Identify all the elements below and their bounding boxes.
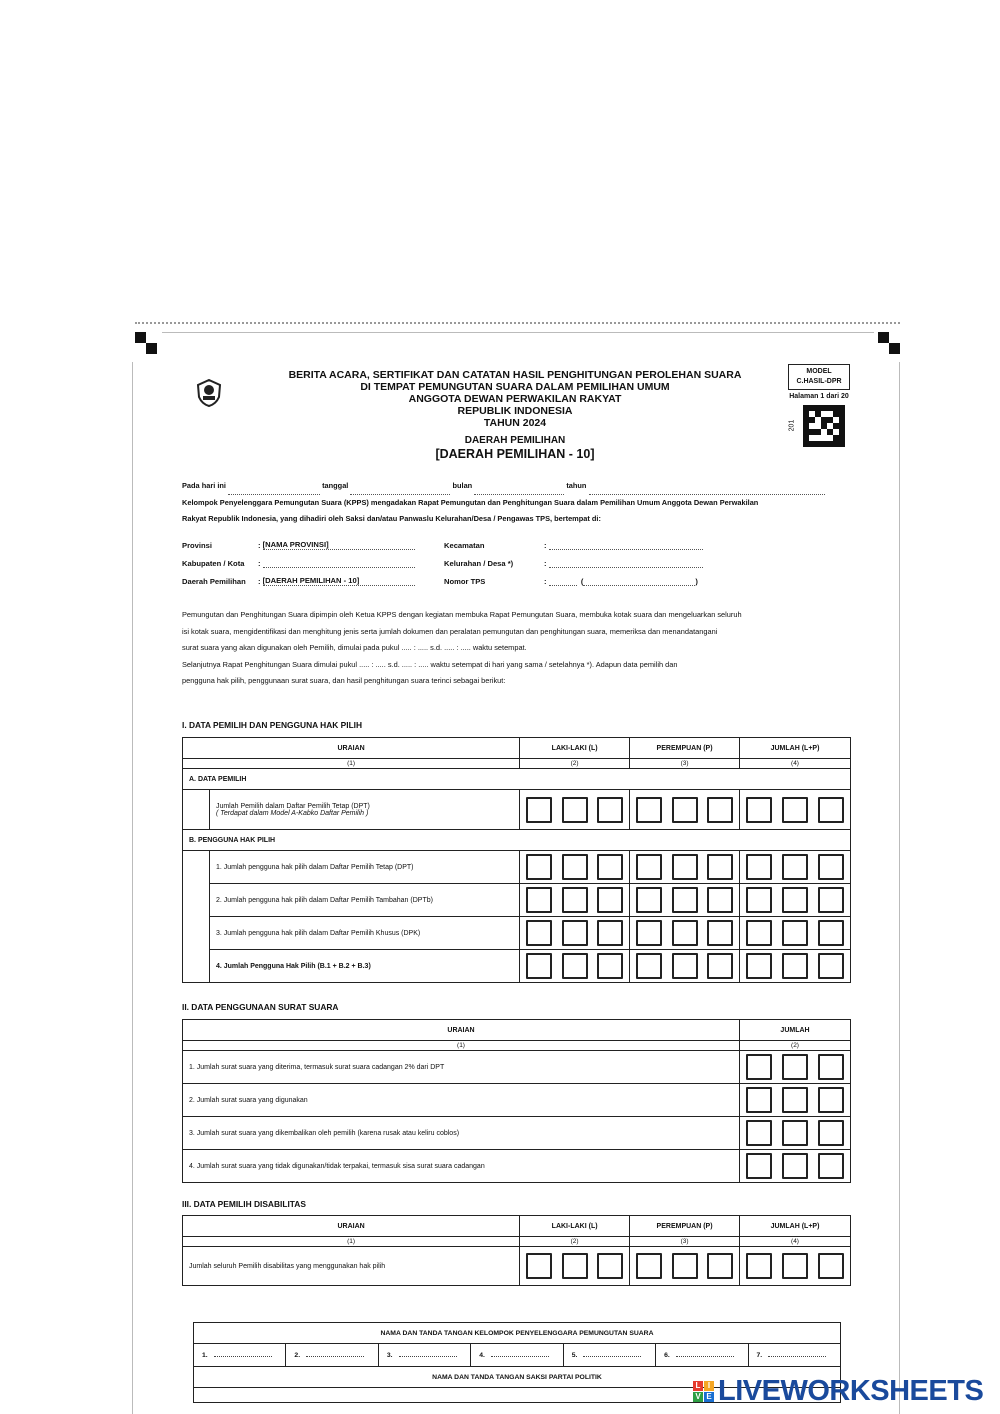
digit-box[interactable] [818, 1153, 844, 1179]
sheet-left-edge [132, 362, 133, 1414]
intro-line-2: Kelompok Penyelenggara Pemungutan Suara (KPPS) mengadakan Rapat Pemungutan dan Penghitungan Suara dalam Pemilihan Umum Anggota Dewan Perwakilan [182, 498, 759, 507]
digit-box[interactable] [746, 797, 772, 823]
dapil-heading: DAERAH PEMILIHAN [DAERAH PEMILIHAN - 10] [435, 435, 595, 461]
digit-box[interactable] [707, 920, 733, 946]
section-2-table [182, 1019, 851, 1183]
digit-box[interactable] [746, 1120, 772, 1146]
daerah-pemilihan-field[interactable]: Daerah Pemilihan : [DAERAH PEMILIHAN - 10] [182, 576, 415, 586]
kabupaten-field[interactable]: Kabupaten / Kota : [182, 558, 415, 568]
kpps-signature-slot[interactable]: 1. [194, 1344, 286, 1367]
digit-box[interactable] [782, 953, 808, 979]
nomor-tps-field[interactable]: Nomor TPS : ( ) [444, 577, 698, 586]
liveworksheets-logo-icon: L I V E [693, 1381, 714, 1402]
col-number: (3) [630, 1237, 740, 1247]
col-number: (3) [630, 759, 740, 769]
kpps-signature-slot[interactable]: 5. [563, 1344, 655, 1367]
digit-box[interactable] [636, 953, 662, 979]
digit-box[interactable] [636, 1253, 662, 1279]
row-label: 3. Jumlah surat suara yang dikembalikan oleh pemilih (karena rusak atau keliru coblos) [183, 1117, 740, 1150]
registration-mark-right [878, 332, 900, 354]
digit-box[interactable] [672, 797, 698, 823]
digit-box[interactable] [672, 854, 698, 880]
digit-box[interactable] [562, 797, 588, 823]
date-line: Pada hari ini tanggal bulan tahun [182, 478, 854, 495]
digit-box[interactable] [818, 953, 844, 979]
registration-mark-left [135, 332, 157, 354]
qr-code-icon [803, 405, 845, 447]
saksi-signature-title: NAMA DAN TANDA TANGAN SAKSI PARTAI POLITIK [194, 1367, 841, 1388]
digit-box[interactable] [818, 1253, 844, 1279]
kpps-signature-title: NAMA DAN TANDA TANGAN KELOMPOK PENYELENGGARA PEMUNGUTAN SUARA [194, 1323, 841, 1344]
kpps-signature-slot[interactable]: 4. [471, 1344, 563, 1367]
digit-box[interactable] [746, 1054, 772, 1080]
digit-box[interactable] [526, 953, 552, 979]
document-title: BERITA ACARA, SERTIFIKAT DAN CATATAN HASIL PENGHITUNGAN PEROLEHAN SUARA DI TEMPAT PEMUNGUTAN SUARA DALAM PEMILIHAN UMUM ANGGOTA DEWAN PERWAKILAN RAKYAT REPUBLIK INDONESIA TAHUN 2024 [288, 369, 742, 429]
digit-box[interactable] [526, 887, 552, 913]
row-label: 1. Jumlah surat suara yang diterima, termasuk surat suara cadangan 2% dari DPT [183, 1051, 740, 1084]
col-number: (2) [740, 1041, 851, 1051]
kpps-signature-slot[interactable]: 7. [748, 1344, 840, 1367]
digit-box[interactable] [782, 1153, 808, 1179]
digit-box[interactable] [707, 887, 733, 913]
kpu-emblem-icon [196, 379, 222, 407]
kecamatan-field[interactable]: Kecamatan : [444, 540, 703, 550]
digit-box[interactable] [562, 1253, 588, 1279]
digit-box[interactable] [707, 854, 733, 880]
table-row [183, 917, 851, 950]
table-row [183, 884, 851, 917]
digit-box[interactable] [782, 1054, 808, 1080]
digit-box[interactable] [707, 797, 733, 823]
col-number: (1) [183, 1041, 740, 1051]
liveworksheets-watermark [693, 1376, 983, 1406]
row-label: 4. Jumlah Pengguna Hak Pilih (B.1 + B.2 + B.3) [209, 950, 519, 983]
col-number: (2) [520, 1237, 630, 1247]
digit-box[interactable] [597, 953, 623, 979]
qr-side-text: 201 [788, 419, 796, 432]
sheet-top-edge [162, 332, 874, 333]
digit-box[interactable] [746, 887, 772, 913]
digit-box[interactable] [526, 797, 552, 823]
model-badge: MODEL C.HASIL-DPR [788, 364, 850, 390]
row-label: 2. Jumlah pengguna hak pilih dalam Daftar Pemilih Tambahan (DPTb) [209, 884, 519, 917]
digit-box[interactable] [818, 887, 844, 913]
header-laki: LAKI-LAKI (L) [520, 1216, 630, 1237]
col-number: (2) [520, 759, 630, 769]
table-row [183, 1150, 851, 1183]
digit-box[interactable] [597, 887, 623, 913]
digit-box[interactable] [707, 1253, 733, 1279]
digit-box[interactable] [672, 953, 698, 979]
procedure-paragraph: Pemungutan dan Penghitungan Suara dipimpin oleh Ketua KPPS dengan kegiatan membuka Rapat Pemungutan Suara, membuka kotak suara dan mengeluarkan seluruh isi kotak suara, mengidentifikasi dan menghitung jenis serta jumlah dokumen dan peralatan pemungutan dan penghitungan suara, memeriksa dan menandatangani surat suara yang akan digunakan oleh Pemilih, dimulai pada pukul ..... : ..... s.d. ..... : ..... waktu setempat. Selanjutnya Rapat Penghitungan Suara dimulai pukul ..... : ..... s.d. ..... : ..... waktu setempat di hari yang sama / setelahnya *). Adapun data pemilih dan pengguna hak pilih, penggunaan surat suara, dan hasil penghitungan suara terinci sebagai berikut: [182, 610, 742, 685]
col-number: (4) [740, 1237, 851, 1247]
digit-box[interactable] [746, 920, 772, 946]
header-jumlah: JUMLAH (L+P) [740, 738, 851, 759]
table-row [183, 1247, 851, 1286]
digit-box[interactable] [818, 1054, 844, 1080]
digit-box[interactable] [818, 797, 844, 823]
digit-box[interactable] [597, 854, 623, 880]
digit-box[interactable] [562, 854, 588, 880]
digit-box[interactable] [636, 887, 662, 913]
table-row [183, 851, 851, 884]
header-perempuan: PEREMPUAN (P) [630, 1216, 740, 1237]
digit-box[interactable] [597, 920, 623, 946]
row-label: 3. Jumlah pengguna hak pilih dalam Daftar Pemilih Khusus (DPK) [209, 917, 519, 950]
digit-box[interactable] [782, 854, 808, 880]
header-uraian: URAIAN [183, 1216, 520, 1237]
digit-box[interactable] [782, 1120, 808, 1146]
section-1-table [182, 737, 851, 983]
col-number: (1) [183, 1237, 520, 1247]
provinsi-field[interactable]: Provinsi : [NAMA PROVINSI] [182, 540, 415, 550]
digit-box[interactable] [746, 953, 772, 979]
col-number: (1) [183, 759, 520, 769]
digit-box[interactable] [818, 1087, 844, 1113]
intro-line-3: Rakyat Republik Indonesia, yang dihadiri oleh Saksi dan/atau Panwaslu Kelurahan/Desa / Pengawas TPS, bertempat di: [182, 514, 601, 523]
digit-box[interactable] [818, 854, 844, 880]
header-uraian: URAIAN [183, 1020, 740, 1041]
digit-box[interactable] [672, 887, 698, 913]
digit-box[interactable] [636, 854, 662, 880]
section-a-title: A. DATA PEMILIH [183, 769, 851, 790]
kpps-signature-slot[interactable]: 2. [286, 1344, 378, 1367]
digit-box[interactable] [818, 1120, 844, 1146]
section-3-table [182, 1215, 851, 1286]
digit-box[interactable] [597, 797, 623, 823]
header-jumlah: JUMLAH [740, 1020, 851, 1041]
kpps-signature-slot[interactable]: 6. [656, 1344, 748, 1367]
digit-box[interactable] [782, 797, 808, 823]
header-perempuan: PEREMPUAN (P) [630, 738, 740, 759]
liveworksheets-text: LIVEWORKSHEETS [718, 1374, 984, 1407]
col-number: (4) [740, 759, 851, 769]
header-jumlah: JUMLAH (L+P) [740, 1216, 851, 1237]
section-1-title: I. DATA PEMILIH DAN PENGGUNA HAK PILIH [182, 720, 363, 730]
section-2-title: II. DATA PENGGUNAAN SURAT SUARA [182, 1002, 339, 1012]
sheet-right-edge [899, 362, 900, 1414]
table-row [183, 790, 851, 830]
digit-box[interactable] [782, 1087, 808, 1113]
digit-box[interactable] [672, 1253, 698, 1279]
digit-box[interactable] [818, 920, 844, 946]
digit-box[interactable] [672, 920, 698, 946]
digit-box[interactable] [782, 1253, 808, 1279]
section-b-title: B. PENGGUNA HAK PILIH [183, 830, 851, 851]
digit-box[interactable] [562, 920, 588, 946]
digit-box[interactable] [782, 920, 808, 946]
header-uraian: URAIAN [183, 738, 520, 759]
digit-box[interactable] [526, 1253, 552, 1279]
row-label: Jumlah seluruh Pemilih disabilitas yang menggunakan hak pilih [183, 1247, 520, 1286]
digit-box[interactable] [782, 887, 808, 913]
digit-box[interactable] [707, 953, 733, 979]
kelurahan-field[interactable]: Kelurahan / Desa *) : [444, 558, 703, 568]
digit-box[interactable] [526, 854, 552, 880]
row-label: 4. Jumlah surat suara yang tidak digunakan/tidak terpakai, termasuk sisa surat suara cadangan [183, 1150, 740, 1183]
digit-box[interactable] [597, 1253, 623, 1279]
digit-box[interactable] [746, 1153, 772, 1179]
cut-line [135, 322, 900, 324]
table-row [183, 1051, 851, 1084]
row-label: Jumlah Pemilih dalam Daftar Pemilih Tetap (DPT) ( Terdapat dalam Model A-Kabko Daftar Pemilih ) [209, 790, 519, 830]
digit-box[interactable] [526, 920, 552, 946]
digit-box[interactable] [636, 797, 662, 823]
table-row [183, 1117, 851, 1150]
digit-box[interactable] [562, 953, 588, 979]
digit-box[interactable] [746, 854, 772, 880]
row-label: 2. Jumlah surat suara yang digunakan [183, 1084, 740, 1117]
digit-box[interactable] [746, 1253, 772, 1279]
row-label: 1. Jumlah pengguna hak pilih dalam Daftar Pemilih Tetap (DPT) [209, 851, 519, 884]
table-row [183, 950, 851, 983]
table-row [183, 1084, 851, 1117]
header-laki: LAKI-LAKI (L) [520, 738, 630, 759]
kpps-signature-slot[interactable]: 3. [378, 1344, 470, 1367]
digit-box[interactable] [636, 920, 662, 946]
digit-box[interactable] [746, 1087, 772, 1113]
section-3-title: III. DATA PEMILIH DISABILITAS [182, 1199, 306, 1209]
digit-box[interactable] [562, 887, 588, 913]
page-indicator: Halaman 1 dari 20 [789, 393, 849, 400]
